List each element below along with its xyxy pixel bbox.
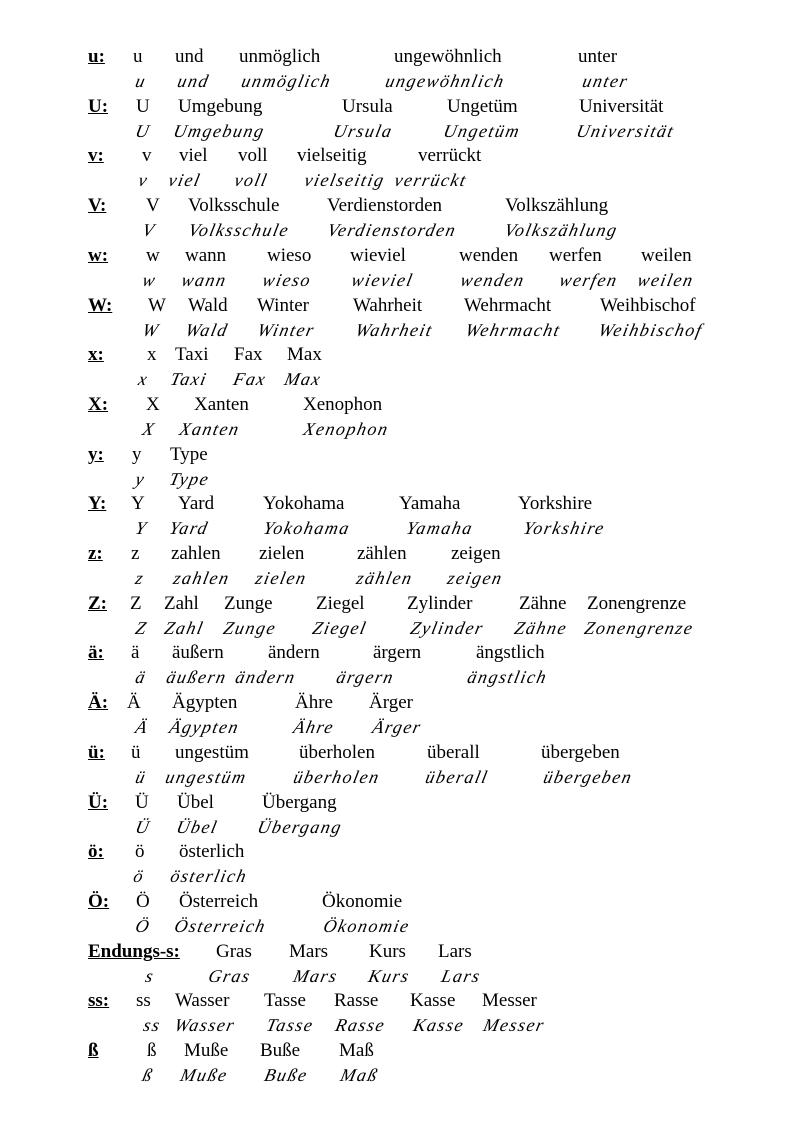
script-word: Volkszählung (502, 220, 620, 240)
script-word: Xenophon (301, 419, 391, 439)
printed-word: Ökonomie (322, 891, 403, 912)
script-word: zielen (253, 568, 309, 588)
script-word: Lars (439, 966, 483, 986)
script-word: Ökonomie (321, 916, 412, 936)
script-word: österlich (168, 866, 250, 886)
script-word: Ungetüm (441, 121, 523, 141)
script-word: w (140, 270, 159, 290)
script-word: zählen (354, 568, 415, 588)
letter-entry (0, 44, 793, 94)
script-word: Yokohama (261, 518, 353, 538)
printed-word: zeigen (451, 543, 501, 564)
letter-label: w: (88, 245, 109, 266)
script-word: Wahrheit (353, 320, 435, 340)
script-word: Maß (338, 1065, 381, 1085)
printed-word: Ä (127, 692, 141, 713)
printed-word: überall (427, 742, 480, 763)
script-word: ss (141, 1015, 163, 1035)
script-word: ä (133, 667, 149, 687)
printed-word: weilen (641, 245, 692, 266)
letter-label: ü: (88, 742, 105, 763)
letter-label: U: (88, 96, 109, 117)
printed-word: Buße (260, 1040, 301, 1061)
printed-word: Zunge (224, 593, 273, 614)
printed-word: y (132, 444, 142, 465)
script-word: und (175, 71, 212, 91)
printed-word: Wasser (175, 990, 230, 1011)
printed-word: Yard (178, 493, 215, 514)
script-word: werfen (557, 270, 620, 290)
printed-word: Ü (135, 792, 149, 813)
printed-word: Zonengrenze (587, 593, 687, 614)
script-word: s (143, 966, 157, 986)
script-word: Volksschule (186, 220, 292, 240)
printed-word: Yorkshire (518, 493, 593, 514)
script-word: ü (133, 767, 149, 787)
printed-word: w (146, 245, 160, 266)
printed-word: wann (185, 245, 227, 266)
script-word: ungewöhnlich (383, 71, 507, 91)
script-word: überholen (291, 767, 383, 787)
printed-word: Rasse (334, 990, 379, 1011)
script-word: Type (167, 469, 212, 489)
script-word: Ö (133, 916, 153, 936)
letter-entry (0, 839, 793, 889)
printed-word: ungestüm (175, 742, 249, 763)
printed-word: verrückt (418, 145, 482, 166)
script-word: verrückt (392, 170, 469, 190)
script-word: Max (282, 369, 324, 389)
script-word: Ursula (331, 121, 395, 141)
letter-label: Endungs-s: (88, 941, 180, 962)
printed-word: Z (130, 593, 142, 614)
letter-entry (0, 541, 793, 591)
script-word: Taxi (168, 369, 210, 389)
printed-word: Gras (216, 941, 252, 962)
printed-word: Ärger (369, 692, 413, 713)
script-word: Yamaha (404, 518, 476, 538)
printed-word: Übergang (262, 792, 337, 813)
printed-word: wieviel (350, 245, 406, 266)
letter-entry (0, 193, 793, 243)
printed-word: Y (131, 493, 145, 514)
script-word: Universität (574, 121, 677, 141)
printed-word: voll (238, 145, 268, 166)
printed-word: werfen (549, 245, 602, 266)
letter-entry (0, 790, 793, 840)
printed-word: ö (135, 841, 145, 862)
printed-word: zielen (259, 543, 305, 564)
script-word: wann (179, 270, 229, 290)
printed-word: wieso (267, 245, 312, 266)
printed-word: Ungetüm (447, 96, 518, 117)
printed-word: ungewöhnlich (394, 46, 502, 67)
script-word: ö (131, 866, 147, 886)
printed-word: z (131, 543, 140, 564)
script-word: Übel (174, 817, 220, 837)
letter-label: V: (88, 195, 107, 216)
script-word: Fax (231, 369, 269, 389)
letter-label: ss: (88, 990, 110, 1011)
script-word: V (140, 220, 158, 240)
printed-word: Taxi (175, 344, 209, 365)
printed-word: Volksschule (188, 195, 280, 216)
letter-entry (0, 889, 793, 939)
printed-word: ärgern (373, 642, 422, 663)
printed-word: Max (287, 344, 322, 365)
letter-entry (0, 740, 793, 790)
script-word: wenden (458, 270, 527, 290)
script-word: Weihbischof (596, 320, 705, 340)
printed-word: Xenophon (303, 394, 383, 415)
script-word: viel (166, 170, 203, 190)
script-word: Gras (206, 966, 253, 986)
script-word: äußern (164, 667, 229, 687)
printed-word: Yokohama (263, 493, 345, 514)
script-word: Buße (262, 1065, 310, 1085)
printed-word: ß (147, 1040, 157, 1061)
script-word: Ägypten (167, 717, 242, 737)
printed-word: Zähne (519, 593, 567, 614)
printed-word: ss (136, 990, 151, 1011)
letter-label: y: (88, 444, 104, 465)
printed-word: Ägypten (172, 692, 238, 713)
printed-word: u (133, 46, 143, 67)
printed-word: Umgebung (178, 96, 263, 117)
printed-word: Universität (579, 96, 664, 117)
letter-entry (0, 988, 793, 1038)
script-word: Ziegel (310, 618, 369, 638)
script-word: Kurs (366, 966, 412, 986)
script-word: u (133, 71, 149, 91)
script-word: Messer (481, 1015, 547, 1035)
letter-entry (0, 442, 793, 492)
script-word: y (133, 469, 148, 489)
printed-word: Zahl (164, 593, 199, 614)
letter-label: Ö: (88, 891, 110, 912)
script-word: vielseitig (302, 170, 387, 190)
printed-word: Österreich (179, 891, 259, 912)
printed-word: übergeben (541, 742, 620, 763)
script-word: Verdienstorden (325, 220, 459, 240)
letter-label: W: (88, 295, 113, 316)
printed-word: österlich (179, 841, 245, 862)
letter-label: Z: (88, 593, 107, 614)
letter-entry (0, 94, 793, 144)
script-word: Ähre (291, 717, 337, 737)
script-word: Wehrmacht (463, 320, 563, 340)
script-word: Winter (255, 320, 317, 340)
printed-word: ändern (268, 642, 320, 663)
letter-entry (0, 690, 793, 740)
script-word: ärgern (334, 667, 397, 687)
letter-label: ß (88, 1040, 99, 1061)
script-word: ändern (233, 667, 298, 687)
script-word: wieviel (349, 270, 416, 290)
printed-word: Yamaha (399, 493, 461, 514)
script-word: Zonengrenze (582, 618, 696, 638)
printed-word: Maß (339, 1040, 374, 1061)
letter-label: Ü: (88, 792, 109, 813)
script-word: Mars (291, 966, 340, 986)
script-word: x (136, 369, 151, 389)
letter-label: Y: (88, 493, 107, 514)
printed-word: Type (170, 444, 208, 465)
letter-label: ä: (88, 642, 104, 663)
script-word: unter (580, 71, 631, 91)
script-word: ß (140, 1065, 156, 1085)
letter-entry (0, 243, 793, 293)
letter-label: v: (88, 145, 104, 166)
printed-word: W (148, 295, 166, 316)
printed-word: v (142, 145, 152, 166)
script-word: Zahl (162, 618, 206, 638)
printed-word: Zylinder (407, 593, 473, 614)
printed-word: Wehrmacht (464, 295, 552, 316)
script-word: Umgebung (171, 121, 267, 141)
script-word: Kasse (411, 1015, 467, 1035)
printed-word: Mars (289, 941, 329, 962)
letter-label: u: (88, 46, 105, 67)
printed-word: Wald (188, 295, 228, 316)
printed-word: und (175, 46, 204, 67)
script-word: unmöglich (239, 71, 334, 91)
script-word: Ärger (370, 717, 424, 737)
script-word: voll (232, 170, 270, 190)
printed-word: X (146, 394, 160, 415)
printed-word: zählen (357, 543, 407, 564)
script-word: Zähne (512, 618, 570, 638)
script-word: Übergang (255, 817, 345, 837)
letter-entry (0, 939, 793, 989)
letter-label: x: (88, 344, 104, 365)
script-word: Österreich (172, 916, 269, 936)
printed-word: Muße (184, 1040, 229, 1061)
script-word: Yard (167, 518, 211, 538)
printed-word: viel (179, 145, 208, 166)
printed-word: Xanten (194, 394, 249, 415)
script-word: Rasse (333, 1015, 388, 1035)
letter-label: ö: (88, 841, 104, 862)
printed-word: überholen (299, 742, 375, 763)
printed-word: V (146, 195, 160, 216)
printed-word: zahlen (171, 543, 221, 564)
printed-word: Kurs (369, 941, 406, 962)
printed-word: U (136, 96, 150, 117)
printed-word: Ziegel (316, 593, 365, 614)
script-word: v (136, 170, 151, 190)
script-word: zeigen (445, 568, 505, 588)
script-word: X (140, 419, 158, 439)
printed-word: Ö (136, 891, 150, 912)
printed-word: Ursula (342, 96, 393, 117)
letter-label: X: (88, 394, 109, 415)
printed-word: x (147, 344, 157, 365)
letter-entry (0, 143, 793, 193)
script-word: ängstlich (465, 667, 550, 687)
script-word: Zylinder (408, 618, 486, 638)
script-word: ungestüm (163, 767, 249, 787)
script-word: zahlen (171, 568, 232, 588)
script-word: Muße (178, 1065, 230, 1085)
letter-entry (0, 491, 793, 541)
printed-word: Wahrheit (353, 295, 423, 316)
printed-word: ü (131, 742, 141, 763)
printed-word: wenden (459, 245, 519, 266)
script-word: Zunge (221, 618, 279, 638)
letter-entry (0, 392, 793, 442)
letter-entry (0, 293, 793, 343)
letter-entry (0, 640, 793, 690)
printed-word: Kasse (410, 990, 456, 1011)
script-word: überall (423, 767, 491, 787)
printed-word: Winter (257, 295, 309, 316)
printed-word: unter (578, 46, 618, 67)
printed-word: äußern (172, 642, 224, 663)
script-word: Z (133, 618, 150, 638)
script-word: W (140, 320, 162, 340)
script-word: z (133, 568, 147, 588)
script-word: übergeben (541, 767, 635, 787)
script-word: Ü (133, 817, 153, 837)
letter-entry (0, 591, 793, 641)
printed-word: Ähre (295, 692, 333, 713)
printed-word: Lars (438, 941, 472, 962)
printed-word: Weihbischof (600, 295, 696, 316)
letter-entry (0, 342, 793, 392)
script-word: weilen (635, 270, 696, 290)
printed-word: Übel (177, 792, 214, 813)
letter-entry (0, 1038, 793, 1088)
letter-label: Ä: (88, 692, 109, 713)
letter-label: z: (88, 543, 103, 564)
printed-word: unmöglich (239, 46, 321, 67)
printed-word: vielseitig (297, 145, 367, 166)
printed-word: Verdienstorden (327, 195, 443, 216)
printed-word: Tasse (264, 990, 306, 1011)
script-word: Tasse (264, 1015, 316, 1035)
printed-word: ängstlich (476, 642, 545, 663)
printed-word: Messer (482, 990, 537, 1011)
script-word: U (133, 121, 153, 141)
script-word: Wasser (172, 1015, 238, 1035)
printed-word: Volkszählung (505, 195, 609, 216)
script-word: Wald (183, 320, 231, 340)
script-word: Y (133, 518, 150, 538)
script-word: Xanten (177, 419, 242, 439)
script-word: Yorkshire (521, 518, 608, 538)
script-word: wieso (260, 270, 314, 290)
script-word: Ä (133, 717, 151, 737)
printed-word: Fax (234, 344, 263, 365)
printed-word: ä (131, 642, 140, 663)
